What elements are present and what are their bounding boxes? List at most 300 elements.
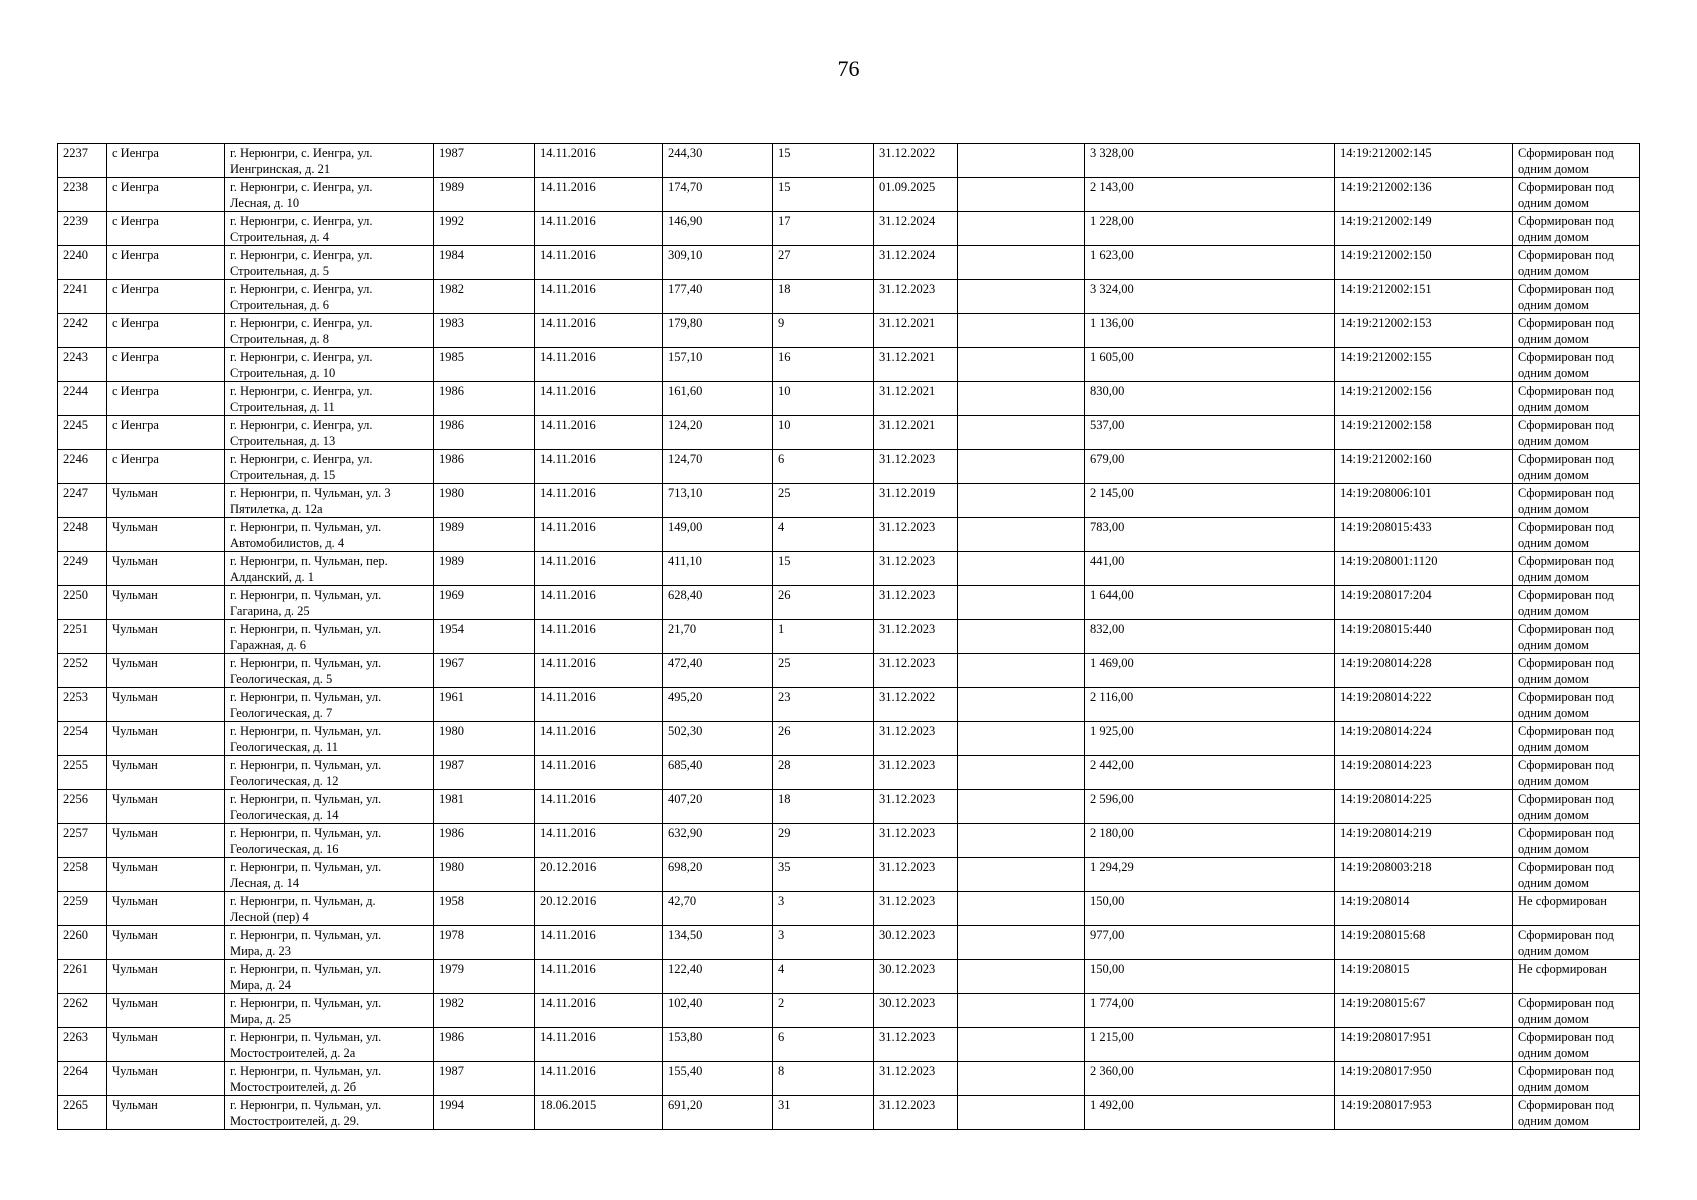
count-cell: 3 [773, 892, 874, 926]
address-line-2: Геологическая, д. 16 [230, 842, 339, 856]
status-cell [1513, 450, 1640, 484]
cost-cell: 1 136,00 [1085, 314, 1335, 348]
term-cell: 01.09.2025 [874, 178, 958, 212]
count-cell: 3 [773, 926, 874, 960]
status-line-2: одним домом [1518, 264, 1589, 278]
empty-cell [958, 212, 1085, 246]
settlement-cell: с Иенгра [107, 314, 225, 348]
count-cell: 23 [773, 688, 874, 722]
empty-cell [958, 722, 1085, 756]
address-line-2: Геологическая, д. 7 [230, 706, 333, 720]
count-cell: 1 [773, 620, 874, 654]
address-line-2: Геологическая, д. 5 [230, 672, 333, 686]
address-line-2: Иенгринская, д. 21 [230, 162, 331, 176]
address-line-2: Строительная, д. 6 [230, 298, 330, 312]
address-line-1: г. Нерюнгри, п. Чульман, ул. [230, 792, 382, 806]
row-number-cell: 2242 [58, 314, 107, 348]
status-line-2: одним домом [1518, 876, 1589, 890]
table-row [58, 450, 1640, 484]
empty-cell [958, 790, 1085, 824]
year-cell: 1954 [434, 620, 535, 654]
status-line-2: одним домом [1518, 434, 1589, 448]
cadastral-number-cell: 14:19:212002:151 [1335, 280, 1513, 314]
area-cell: 177,40 [663, 280, 773, 314]
table-row [58, 722, 1640, 756]
records-table [57, 143, 1640, 1130]
settlement-cell: с Иенгра [107, 246, 225, 280]
row-number-cell: 2255 [58, 756, 107, 790]
date-cell: 14.11.2016 [535, 1028, 663, 1062]
address-line-2: Геологическая, д. 11 [230, 740, 338, 754]
term-cell: 31.12.2023 [874, 1062, 958, 1096]
address-line-1: г. Нерюнгри, п. Чульман, ул. [230, 724, 382, 738]
date-cell: 14.11.2016 [535, 586, 663, 620]
count-cell: 25 [773, 654, 874, 688]
table-row [58, 178, 1640, 212]
address-line-2: Мира, д. 23 [230, 944, 291, 958]
status-cell [1513, 790, 1640, 824]
empty-cell [958, 314, 1085, 348]
settlement-cell: Чульман [107, 858, 225, 892]
count-cell: 6 [773, 450, 874, 484]
address-line-2: Строительная, д. 10 [230, 366, 336, 380]
year-cell: 1986 [434, 824, 535, 858]
status-cell [1513, 960, 1640, 994]
cost-cell: 1 774,00 [1085, 994, 1335, 1028]
cost-cell: 977,00 [1085, 926, 1335, 960]
date-cell: 14.11.2016 [535, 756, 663, 790]
status-cell [1513, 212, 1640, 246]
year-cell: 1987 [434, 144, 535, 178]
count-cell: 17 [773, 212, 874, 246]
cost-cell: 537,00 [1085, 416, 1335, 450]
row-number-cell: 2249 [58, 552, 107, 586]
cost-cell: 783,00 [1085, 518, 1335, 552]
term-cell: 31.12.2023 [874, 1096, 958, 1130]
address-cell [225, 382, 434, 416]
status-cell [1513, 722, 1640, 756]
cost-cell: 832,00 [1085, 620, 1335, 654]
cost-cell: 1 925,00 [1085, 722, 1335, 756]
status-line-1: Сформирован под [1518, 1098, 1614, 1112]
date-cell: 14.11.2016 [535, 280, 663, 314]
date-cell: 14.11.2016 [535, 688, 663, 722]
address-line-1: г. Нерюнгри, п. Чульман, ул. [230, 690, 382, 704]
address-line-1: г. Нерюнгри, п. Чульман, ул. [230, 860, 382, 874]
status-cell [1513, 586, 1640, 620]
row-number-cell: 2248 [58, 518, 107, 552]
term-cell: 31.12.2023 [874, 756, 958, 790]
area-cell: 124,70 [663, 450, 773, 484]
year-cell: 1978 [434, 926, 535, 960]
row-number-cell: 2260 [58, 926, 107, 960]
cost-cell: 1 228,00 [1085, 212, 1335, 246]
address-cell [225, 620, 434, 654]
settlement-cell: с Иенгра [107, 382, 225, 416]
count-cell: 4 [773, 960, 874, 994]
address-cell [225, 926, 434, 960]
row-number-cell: 2246 [58, 450, 107, 484]
term-cell: 31.12.2023 [874, 654, 958, 688]
table-row [58, 994, 1640, 1028]
cadastral-number-cell: 14:19:208015 [1335, 960, 1513, 994]
year-cell: 1987 [434, 756, 535, 790]
status-cell [1513, 382, 1640, 416]
area-cell: 155,40 [663, 1062, 773, 1096]
date-cell: 14.11.2016 [535, 552, 663, 586]
area-cell: 42,70 [663, 892, 773, 926]
count-cell: 2 [773, 994, 874, 1028]
count-cell: 18 [773, 280, 874, 314]
term-cell: 31.12.2019 [874, 484, 958, 518]
address-cell [225, 144, 434, 178]
term-cell: 31.12.2021 [874, 314, 958, 348]
status-line-1: Сформирован под [1518, 554, 1614, 568]
area-cell: 124,20 [663, 416, 773, 450]
status-line-2: одним домом [1518, 706, 1589, 720]
area-cell: 134,50 [663, 926, 773, 960]
address-cell [225, 518, 434, 552]
status-cell [1513, 518, 1640, 552]
settlement-cell: Чульман [107, 926, 225, 960]
date-cell: 14.11.2016 [535, 654, 663, 688]
status-line-2: одним домом [1518, 774, 1589, 788]
empty-cell [958, 892, 1085, 926]
table-row [58, 790, 1640, 824]
count-cell: 15 [773, 552, 874, 586]
cadastral-number-cell: 14:19:208014:223 [1335, 756, 1513, 790]
empty-cell [958, 280, 1085, 314]
status-cell [1513, 620, 1640, 654]
year-cell: 1961 [434, 688, 535, 722]
cost-cell: 1 644,00 [1085, 586, 1335, 620]
address-line-2: Мостостроителей, д. 2б [230, 1080, 357, 1094]
area-cell: 685,40 [663, 756, 773, 790]
status-line-2: одним домом [1518, 230, 1589, 244]
status-cell [1513, 484, 1640, 518]
address-line-2: Строительная, д. 8 [230, 332, 330, 346]
table-row [58, 858, 1640, 892]
year-cell: 1994 [434, 1096, 535, 1130]
empty-cell [958, 178, 1085, 212]
status-line-2: одним домом [1518, 1114, 1589, 1128]
address-line-1: г. Нерюнгри, с. Иенгра, ул. [230, 384, 373, 398]
area-cell: 21,70 [663, 620, 773, 654]
cadastral-number-cell: 14:19:208017:953 [1335, 1096, 1513, 1130]
year-cell: 1989 [434, 552, 535, 586]
address-line-2: Строительная, д. 4 [230, 230, 330, 244]
address-line-2: Лесной (пер) 4 [230, 910, 309, 924]
count-cell: 26 [773, 722, 874, 756]
date-cell: 14.11.2016 [535, 246, 663, 280]
row-number-cell: 2239 [58, 212, 107, 246]
count-cell: 29 [773, 824, 874, 858]
cadastral-number-cell: 14:19:212002:153 [1335, 314, 1513, 348]
term-cell: 31.12.2024 [874, 212, 958, 246]
address-cell [225, 416, 434, 450]
area-cell: 411,10 [663, 552, 773, 586]
table-row [58, 484, 1640, 518]
count-cell: 28 [773, 756, 874, 790]
address-line-1: г. Нерюнгри, с. Иенгра, ул. [230, 418, 373, 432]
address-line-2: Мостостроителей, д. 2а [230, 1046, 356, 1060]
status-cell [1513, 144, 1640, 178]
date-cell: 14.11.2016 [535, 824, 663, 858]
term-cell: 31.12.2021 [874, 416, 958, 450]
year-cell: 1981 [434, 790, 535, 824]
area-cell: 149,00 [663, 518, 773, 552]
empty-cell [958, 416, 1085, 450]
table-row [58, 246, 1640, 280]
address-cell [225, 1062, 434, 1096]
status-line-1: Сформирован под [1518, 1064, 1614, 1078]
status-line-1: Сформирован под [1518, 520, 1614, 534]
cost-cell: 2 116,00 [1085, 688, 1335, 722]
term-cell: 31.12.2023 [874, 518, 958, 552]
cost-cell: 1 623,00 [1085, 246, 1335, 280]
table-row [58, 688, 1640, 722]
status-line-1: Не сформирован [1518, 962, 1607, 976]
count-cell: 16 [773, 348, 874, 382]
address-cell [225, 892, 434, 926]
status-line-1: Сформирован под [1518, 758, 1614, 772]
address-cell [225, 246, 434, 280]
table-row [58, 620, 1640, 654]
table-row [58, 960, 1640, 994]
address-line-1: г. Нерюнгри, п. Чульман, пер. [230, 554, 388, 568]
address-line-2: Строительная, д. 5 [230, 264, 330, 278]
address-cell [225, 178, 434, 212]
count-cell: 9 [773, 314, 874, 348]
empty-cell [958, 484, 1085, 518]
status-line-2: одним домом [1518, 1046, 1589, 1060]
term-cell: 31.12.2023 [874, 892, 958, 926]
address-cell [225, 756, 434, 790]
cost-cell: 2 442,00 [1085, 756, 1335, 790]
address-line-1: г. Нерюнгри, п. Чульман, ул. 3 [230, 486, 391, 500]
status-line-1: Сформирован под [1518, 928, 1614, 942]
address-line-2: Строительная, д. 11 [230, 400, 335, 414]
status-line-1: Сформирован под [1518, 724, 1614, 738]
count-cell: 25 [773, 484, 874, 518]
date-cell: 14.11.2016 [535, 144, 663, 178]
area-cell: 179,80 [663, 314, 773, 348]
count-cell: 4 [773, 518, 874, 552]
year-cell: 1980 [434, 858, 535, 892]
term-cell: 31.12.2023 [874, 450, 958, 484]
date-cell: 14.11.2016 [535, 722, 663, 756]
status-cell [1513, 824, 1640, 858]
address-line-2: Геологическая, д. 14 [230, 808, 339, 822]
cadastral-number-cell: 14:19:208017:951 [1335, 1028, 1513, 1062]
status-line-1: Сформирован под [1518, 452, 1614, 466]
cadastral-number-cell: 14:19:208003:218 [1335, 858, 1513, 892]
year-cell: 1979 [434, 960, 535, 994]
status-line-1: Сформирован под [1518, 486, 1614, 500]
term-cell: 31.12.2024 [874, 246, 958, 280]
settlement-cell: Чульман [107, 994, 225, 1028]
cost-cell: 1 605,00 [1085, 348, 1335, 382]
count-cell: 18 [773, 790, 874, 824]
address-line-2: Пятилетка, д. 12а [230, 502, 323, 516]
cost-cell: 1 294,29 [1085, 858, 1335, 892]
cost-cell: 3 324,00 [1085, 280, 1335, 314]
row-number-cell: 2250 [58, 586, 107, 620]
settlement-cell: Чульман [107, 586, 225, 620]
year-cell: 1982 [434, 994, 535, 1028]
address-line-2: Строительная, д. 15 [230, 468, 336, 482]
area-cell: 157,10 [663, 348, 773, 382]
date-cell: 20.12.2016 [535, 858, 663, 892]
empty-cell [958, 926, 1085, 960]
cadastral-number-cell: 14:19:208014:219 [1335, 824, 1513, 858]
address-line-1: г. Нерюнгри, п. Чульман, ул. [230, 622, 382, 636]
date-cell: 14.11.2016 [535, 348, 663, 382]
status-line-2: одним домом [1518, 468, 1589, 482]
date-cell: 18.06.2015 [535, 1096, 663, 1130]
settlement-cell: с Иенгра [107, 416, 225, 450]
term-cell: 31.12.2023 [874, 280, 958, 314]
cadastral-number-cell: 14:19:208014:224 [1335, 722, 1513, 756]
cadastral-number-cell: 14:19:208015:440 [1335, 620, 1513, 654]
term-cell: 31.12.2023 [874, 722, 958, 756]
settlement-cell: с Иенгра [107, 348, 225, 382]
row-number-cell: 2257 [58, 824, 107, 858]
term-cell: 31.12.2023 [874, 586, 958, 620]
table-row [58, 1062, 1640, 1096]
year-cell: 1989 [434, 178, 535, 212]
row-number-cell: 2244 [58, 382, 107, 416]
row-number-cell: 2240 [58, 246, 107, 280]
settlement-cell: с Иенгра [107, 178, 225, 212]
row-number-cell: 2258 [58, 858, 107, 892]
address-line-2: Мира, д. 25 [230, 1012, 291, 1026]
year-cell: 1985 [434, 348, 535, 382]
address-cell [225, 994, 434, 1028]
cost-cell: 830,00 [1085, 382, 1335, 416]
cadastral-number-cell: 14:19:208017:204 [1335, 586, 1513, 620]
settlement-cell: Чульман [107, 892, 225, 926]
table-row [58, 586, 1640, 620]
address-cell [225, 212, 434, 246]
address-line-1: г. Нерюнгри, с. Иенгра, ул. [230, 248, 373, 262]
table-row [58, 382, 1640, 416]
status-line-1: Сформирован под [1518, 248, 1614, 262]
term-cell: 30.12.2023 [874, 926, 958, 960]
status-cell [1513, 552, 1640, 586]
empty-cell [958, 960, 1085, 994]
table-row [58, 1096, 1640, 1130]
status-cell [1513, 756, 1640, 790]
settlement-cell: Чульман [107, 552, 225, 586]
address-cell [225, 654, 434, 688]
empty-cell [958, 246, 1085, 280]
cost-cell: 441,00 [1085, 552, 1335, 586]
year-cell: 1986 [434, 382, 535, 416]
count-cell: 6 [773, 1028, 874, 1062]
term-cell: 31.12.2023 [874, 790, 958, 824]
cost-cell: 150,00 [1085, 892, 1335, 926]
status-cell [1513, 994, 1640, 1028]
status-line-1: Сформирован под [1518, 180, 1614, 194]
row-number-cell: 2261 [58, 960, 107, 994]
cadastral-number-cell: 14:19:212002:136 [1335, 178, 1513, 212]
empty-cell [958, 756, 1085, 790]
area-cell: 161,60 [663, 382, 773, 416]
address-line-1: г. Нерюнгри, с. Иенгра, ул. [230, 214, 373, 228]
address-line-2: Мостостроителей, д. 29. [230, 1114, 360, 1128]
year-cell: 1987 [434, 1062, 535, 1096]
address-line-1: г. Нерюнгри, п. Чульман, ул. [230, 826, 382, 840]
table-row [58, 756, 1640, 790]
page-number: 76 [837, 56, 860, 81]
settlement-cell: Чульман [107, 518, 225, 552]
empty-cell [958, 1096, 1085, 1130]
area-cell: 713,10 [663, 484, 773, 518]
table-row [58, 654, 1640, 688]
status-line-1: Сформирован под [1518, 418, 1614, 432]
count-cell: 15 [773, 144, 874, 178]
term-cell: 31.12.2023 [874, 824, 958, 858]
empty-cell [958, 1028, 1085, 1062]
date-cell: 14.11.2016 [535, 994, 663, 1028]
cost-cell: 150,00 [1085, 960, 1335, 994]
area-cell: 691,20 [663, 1096, 773, 1130]
count-cell: 10 [773, 416, 874, 450]
address-line-1: г. Нерюнгри, с. Иенгра, ул. [230, 316, 373, 330]
cadastral-number-cell: 14:19:212002:156 [1335, 382, 1513, 416]
cost-cell: 2 360,00 [1085, 1062, 1335, 1096]
date-cell: 14.11.2016 [535, 178, 663, 212]
term-cell: 31.12.2021 [874, 382, 958, 416]
date-cell: 14.11.2016 [535, 926, 663, 960]
year-cell: 1982 [434, 280, 535, 314]
cadastral-number-cell: 14:19:208014:225 [1335, 790, 1513, 824]
empty-cell [958, 348, 1085, 382]
cadastral-number-cell: 14:19:208014 [1335, 892, 1513, 926]
area-cell: 309,10 [663, 246, 773, 280]
status-line-1: Сформирован под [1518, 1030, 1614, 1044]
row-number-cell: 2252 [58, 654, 107, 688]
date-cell: 14.11.2016 [535, 212, 663, 246]
count-cell: 26 [773, 586, 874, 620]
address-line-1: г. Нерюнгри, п. Чульман, ул. [230, 996, 382, 1010]
cost-cell: 2 143,00 [1085, 178, 1335, 212]
area-cell: 628,40 [663, 586, 773, 620]
empty-cell [958, 1062, 1085, 1096]
status-line-2: одним домом [1518, 366, 1589, 380]
status-cell [1513, 892, 1640, 926]
address-line-1: г. Нерюнгри, п. Чульман, ул. [230, 1098, 382, 1112]
settlement-cell: Чульман [107, 722, 225, 756]
address-line-1: г. Нерюнгри, п. Чульман, ул. [230, 928, 382, 942]
year-cell: 1980 [434, 484, 535, 518]
status-line-1: Сформирован под [1518, 588, 1614, 602]
term-cell: 31.12.2023 [874, 858, 958, 892]
settlement-cell: Чульман [107, 1096, 225, 1130]
status-line-2: одним домом [1518, 298, 1589, 312]
year-cell: 1986 [434, 1028, 535, 1062]
row-number-cell: 2237 [58, 144, 107, 178]
date-cell: 14.11.2016 [535, 382, 663, 416]
status-line-2: одним домом [1518, 842, 1589, 856]
table-body [58, 144, 1640, 1130]
status-line-1: Сформирован под [1518, 622, 1614, 636]
status-cell [1513, 314, 1640, 348]
empty-cell [958, 518, 1085, 552]
term-cell: 31.12.2022 [874, 144, 958, 178]
settlement-cell: Чульман [107, 620, 225, 654]
